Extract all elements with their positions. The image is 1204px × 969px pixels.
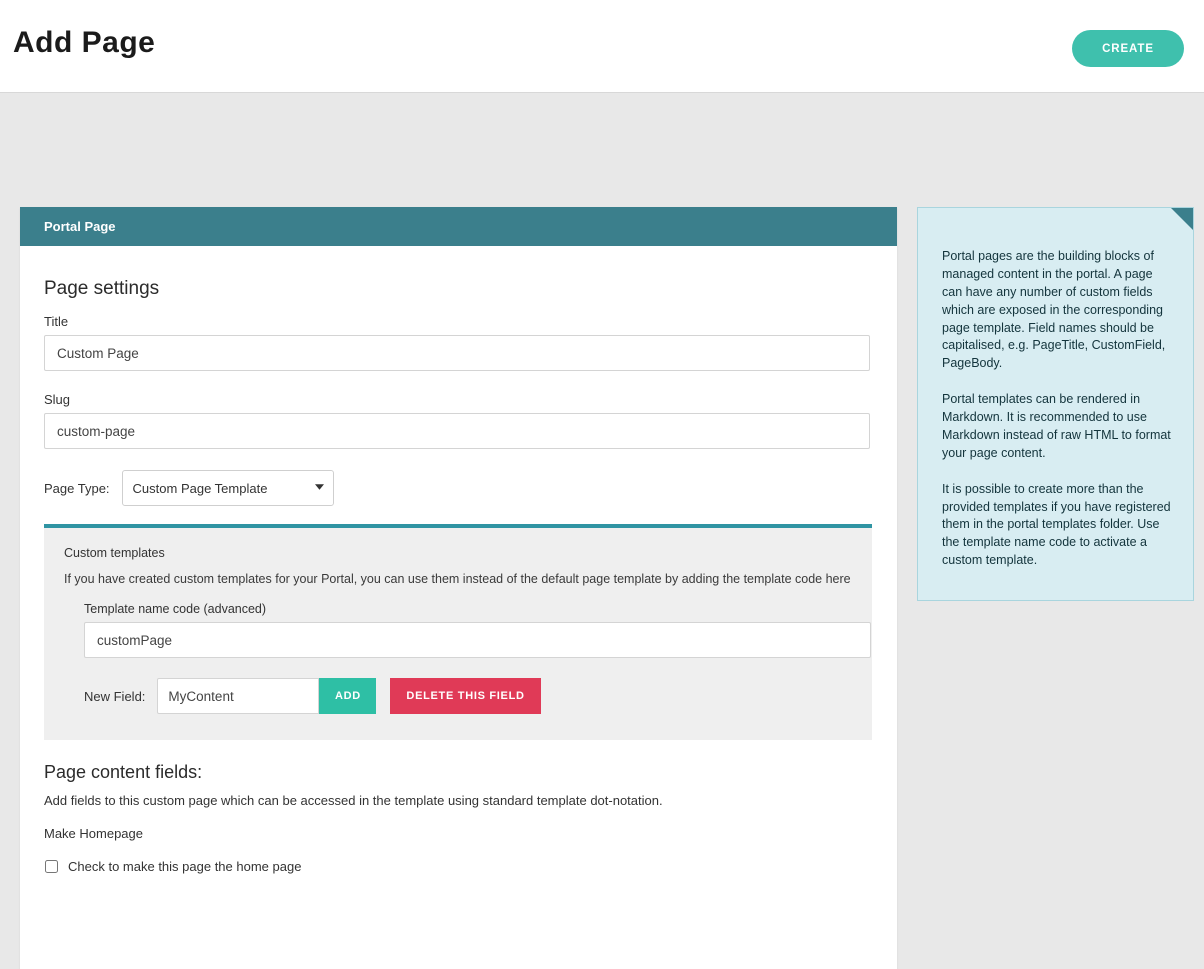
homepage-checkbox-label: Check to make this page the home page bbox=[68, 859, 302, 875]
new-field-label: New Field: bbox=[84, 688, 146, 704]
help-paragraph: It is possible to create more than the provided templates if you have registered them in the portal templates folder. Use the template name code to activate a custom template. bbox=[942, 481, 1171, 568]
title-input[interactable] bbox=[44, 335, 870, 371]
top-bar bbox=[0, 0, 1204, 93]
custom-templates-panel bbox=[44, 524, 872, 740]
help-paragraph: Portal templates can be rendered in Markdown. It is recommended to use Markdown instead of raw HTML to format your page content. bbox=[942, 392, 1171, 460]
card-header bbox=[20, 207, 897, 246]
homepage-checkbox-row[interactable] bbox=[45, 859, 873, 874]
corner-fold-icon bbox=[1171, 208, 1193, 230]
workspace bbox=[0, 93, 1204, 883]
page-title: Add Page bbox=[13, 26, 156, 59]
portal-page-card bbox=[20, 207, 897, 969]
new-field-row bbox=[84, 678, 852, 714]
homepage-checkbox[interactable] bbox=[45, 860, 58, 873]
page-settings-heading: Page settings bbox=[44, 278, 160, 299]
create-button[interactable]: CREATE bbox=[1072, 30, 1184, 67]
card-header-label: Portal Page bbox=[44, 219, 116, 234]
help-panel bbox=[917, 207, 1194, 601]
help-paragraph: Portal pages are the building blocks of managed content in the portal. A page can have any number of custom fields which are exposed in the corresponding page template. Field names should be capitalised, e.g. PageTitle, CustomField, PageBody. bbox=[942, 249, 1166, 371]
page-type-select[interactable] bbox=[122, 470, 334, 506]
add-field-button[interactable]: ADD bbox=[319, 678, 376, 714]
delete-field-button[interactable]: DELETE THIS FIELD bbox=[390, 678, 540, 714]
page-content-fields-heading: Page content fields: bbox=[44, 762, 203, 783]
custom-templates-description: If you have created custom templates for your Portal, you can use them instead of the default page template by adding the template code here bbox=[64, 572, 851, 586]
page-type-select-wrap[interactable] bbox=[122, 470, 334, 506]
page-type-label: Page Type: bbox=[44, 480, 110, 496]
page-content-fields-description: Add fields to this custom page which can be accessed in the template using standard template dot-notation. bbox=[44, 793, 663, 809]
custom-templates-heading: Custom templates bbox=[64, 546, 165, 560]
page-type-row bbox=[44, 470, 873, 506]
make-homepage-label: Make Homepage bbox=[44, 826, 143, 842]
title-label: Title bbox=[44, 314, 69, 329]
help-panel-content bbox=[918, 208, 1193, 570]
card-body bbox=[20, 246, 897, 874]
slug-label: Slug bbox=[44, 392, 71, 407]
template-code-label: Template name code (advanced) bbox=[84, 602, 267, 617]
slug-input[interactable] bbox=[44, 413, 870, 449]
new-field-input[interactable] bbox=[157, 678, 319, 714]
template-code-input[interactable] bbox=[84, 622, 871, 658]
